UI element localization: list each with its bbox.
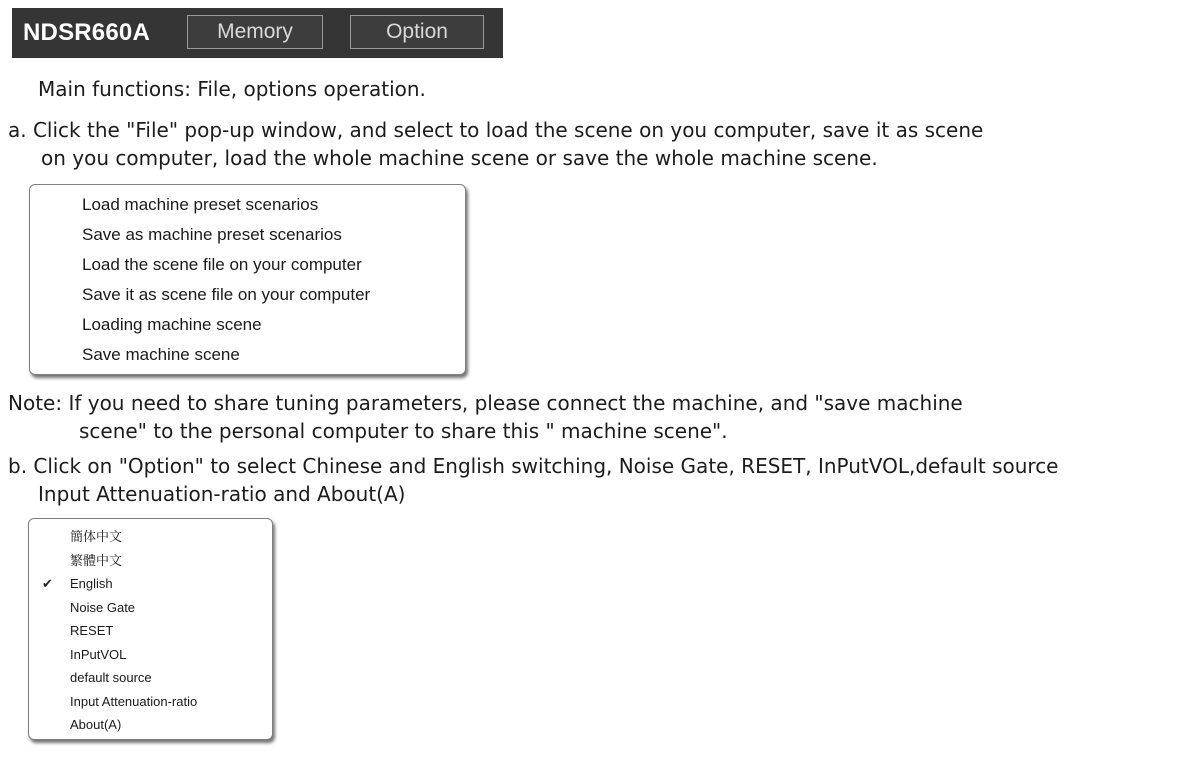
menu-item-label: 繁體中文 (70, 552, 123, 568)
menu-item-reset[interactable] (29, 619, 272, 643)
menu-item-label: Noise Gate (70, 599, 136, 615)
menu-item-input-vol[interactable] (29, 643, 272, 667)
option-button[interactable]: Option (350, 15, 484, 49)
option-instructions-line-1: b. Click on "Option" to select Chinese and English switching, Noise Gate, RESET, InPutVOL,default source (8, 454, 1059, 478)
app-toolbar (12, 8, 503, 58)
file-instructions-line-2: on you computer, load the whole machine scene or save the whole machine scene. (41, 146, 878, 170)
menu-item-label: About(A) (70, 717, 122, 732)
menu-item-save-machine-preset[interactable]: Save as machine preset scenarios (82, 225, 342, 244)
menu-item-label: Input Attenuation-ratio (70, 693, 198, 709)
menu-item-load-machine-preset[interactable]: Load machine preset scenarios (82, 195, 319, 214)
app-title: NDSR660A (23, 19, 150, 46)
main-functions-text: Main functions: File, options operation. (38, 77, 426, 101)
menu-item-save-scene-file[interactable]: Save it as scene file on your computer (82, 285, 371, 304)
menu-item-label: RESET (70, 623, 114, 638)
menu-item-label: InPutVOL (70, 646, 127, 662)
file-popup-menu (29, 184, 466, 375)
menu-item-load-scene-file[interactable]: Load the scene file on your computer (82, 255, 362, 274)
menu-item-traditional-chinese[interactable] (29, 549, 272, 573)
menu-item-about[interactable] (29, 713, 272, 737)
memory-button[interactable]: Memory (187, 15, 323, 49)
menu-item-loading-machine-scene[interactable]: Loading machine scene (82, 315, 262, 334)
menu-item-save-machine-scene[interactable]: Save machine scene (82, 345, 240, 364)
menu-item-label: 簡体中文 (70, 529, 123, 544)
file-instructions-line-1: a. Click the "File" pop-up window, and select to load the scene on you computer, save it as scene (8, 118, 984, 142)
menu-item-noise-gate[interactable] (29, 596, 272, 620)
menu-item-simplified-chinese[interactable] (29, 525, 272, 549)
note-line-1: Note: If you need to share tuning parameters, please connect the machine, and "save machine (8, 391, 963, 415)
menu-item-label: English (70, 576, 113, 591)
menu-item-english[interactable] (29, 572, 272, 596)
note-line-2: scene" to the personal computer to share this " machine scene". (79, 419, 728, 443)
menu-item-label: default source (70, 670, 152, 685)
menu-item-input-attenuation-ratio[interactable] (29, 690, 272, 714)
option-instructions-line-2: Input Attenuation-ratio and About(A) (38, 482, 406, 506)
checkmark-icon: ✔ (42, 576, 53, 591)
menu-item-default-source[interactable] (29, 666, 272, 690)
option-popup-menu (28, 518, 273, 740)
